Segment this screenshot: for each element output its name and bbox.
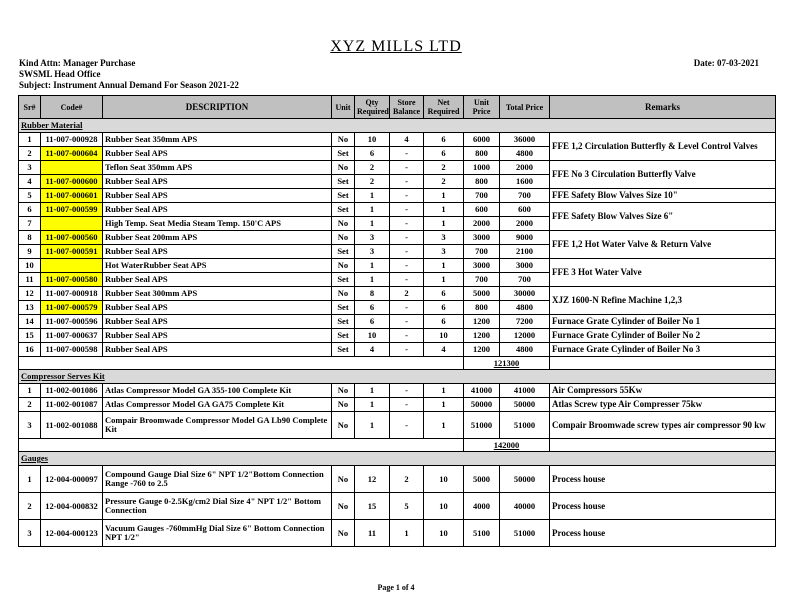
cell-price: 1200 xyxy=(464,343,500,357)
cell-unit: Set xyxy=(332,315,355,329)
office: SWSML Head Office xyxy=(19,69,101,79)
section-row xyxy=(19,452,776,466)
cell-code: 11-007-000600 xyxy=(41,175,103,189)
cell-total: 51000 xyxy=(500,520,550,547)
cell-code xyxy=(41,217,103,231)
cell-price: 600 xyxy=(464,203,500,217)
cell-unit: No xyxy=(332,161,355,175)
column-header: Code# xyxy=(41,96,103,119)
cell-net: 3 xyxy=(424,245,464,259)
cell-remarks: Compair Broomwade screw types air compressor 90 kw xyxy=(550,412,776,439)
column-header: Qty Required xyxy=(355,96,390,119)
cell-total: 600 xyxy=(500,203,550,217)
cell-total: 41000 xyxy=(500,384,550,398)
cell-code: 11-007-000601 xyxy=(41,189,103,203)
cell-net: 1 xyxy=(424,203,464,217)
cell-sr: 9 xyxy=(19,245,41,259)
total-remarks-blank xyxy=(550,357,776,370)
cell-store: - xyxy=(390,398,424,412)
cell-remarks: Furnace Grate Cylinder of Boiler No 3 xyxy=(550,343,776,357)
cell-desc: Rubber Seal APS xyxy=(103,273,332,287)
cell-price: 800 xyxy=(464,147,500,161)
cell-unit: Set xyxy=(332,147,355,161)
cell-desc: Rubber Seal APS xyxy=(103,301,332,315)
total-row xyxy=(19,439,776,452)
section-total: 121300 xyxy=(493,357,520,368)
cell-price: 5000 xyxy=(464,287,500,301)
cell-qty: 1 xyxy=(355,217,390,231)
cell-remarks: FFE No 3 Circulation Butterfly Valve xyxy=(550,161,776,189)
cell-sr: 8 xyxy=(19,231,41,245)
cell-price: 5000 xyxy=(464,466,500,493)
cell-price: 51000 xyxy=(464,412,500,439)
cell-total: 9000 xyxy=(500,231,550,245)
cell-code: 11-007-000560 xyxy=(41,231,103,245)
cell-code: 11-002-001088 xyxy=(41,412,103,439)
cell-store: - xyxy=(390,329,424,343)
cell-code: 11-007-000580 xyxy=(41,273,103,287)
table-row xyxy=(19,493,776,520)
cell-code xyxy=(41,259,103,273)
cell-total: 12000 xyxy=(500,329,550,343)
cell-sr: 10 xyxy=(19,259,41,273)
cell-sr: 2 xyxy=(19,147,41,161)
cell-qty: 6 xyxy=(355,147,390,161)
column-header: Total Price xyxy=(500,96,550,119)
cell-desc: Rubber Seat 300mm APS xyxy=(103,287,332,301)
cell-qty: 8 xyxy=(355,287,390,301)
cell-price: 1000 xyxy=(464,161,500,175)
table-row xyxy=(19,259,776,273)
cell-remarks: Atlas Screw type Air Compresser 75kw xyxy=(550,398,776,412)
cell-remarks: Furnace Grate Cylinder of Boiler No 1 xyxy=(550,315,776,329)
table-row xyxy=(19,161,776,175)
cell-price: 3000 xyxy=(464,231,500,245)
cell-remarks: Process house xyxy=(550,493,776,520)
cell-code: 11-007-000604 xyxy=(41,147,103,161)
cell-price: 2000 xyxy=(464,217,500,231)
section-row xyxy=(19,370,776,384)
column-header: Remarks xyxy=(550,96,776,119)
cell-code: 11-007-000596 xyxy=(41,315,103,329)
cell-total: 50000 xyxy=(500,398,550,412)
table-row xyxy=(19,231,776,245)
cell-desc: Teflon Seat 350mm APS xyxy=(103,161,332,175)
cell-remarks: FFE 1,2 Hot Water Valve & Return Valve xyxy=(550,231,776,259)
cell-remarks: Air Compressors 55Kw xyxy=(550,384,776,398)
cell-sr: 11 xyxy=(19,273,41,287)
cell-unit: No xyxy=(332,259,355,273)
cell-unit: Set xyxy=(332,343,355,357)
cell-sr: 1 xyxy=(19,133,41,147)
cell-store: - xyxy=(390,147,424,161)
cell-price: 700 xyxy=(464,273,500,287)
cell-remarks: Process house xyxy=(550,520,776,547)
column-header: Net Required xyxy=(424,96,464,119)
cell-desc: Rubber Seal APS xyxy=(103,315,332,329)
cell-unit: Set xyxy=(332,203,355,217)
cell-qty: 2 xyxy=(355,175,390,189)
cell-price: 4000 xyxy=(464,493,500,520)
table-row xyxy=(19,384,776,398)
cell-net: 10 xyxy=(424,466,464,493)
table-row xyxy=(19,343,776,357)
cell-total: 1600 xyxy=(500,175,550,189)
table-row xyxy=(19,315,776,329)
cell-price: 800 xyxy=(464,301,500,315)
section-title: Compressor Serves Kit xyxy=(19,370,776,384)
cell-qty: 3 xyxy=(355,245,390,259)
total-row xyxy=(19,357,776,370)
cell-qty: 2 xyxy=(355,161,390,175)
cell-net: 1 xyxy=(424,384,464,398)
cell-store: - xyxy=(390,203,424,217)
cell-unit: No xyxy=(332,133,355,147)
cell-net: 1 xyxy=(424,273,464,287)
cell-qty: 1 xyxy=(355,203,390,217)
cell-net: 6 xyxy=(424,133,464,147)
cell-desc: Rubber Seat 350mm APS xyxy=(103,133,332,147)
page-number: Page 1 of 4 xyxy=(377,583,415,592)
cell-qty: 4 xyxy=(355,343,390,357)
total-blank xyxy=(19,439,464,452)
kind-attn: Kind Attn: Manager Purchase xyxy=(19,58,136,68)
cell-code: 11-007-000918 xyxy=(41,287,103,301)
cell-desc: Pressure Gauge 0-2.5Kg/cm2 Dial Size 4" NPT 1/2" Bottom Connection xyxy=(103,493,332,520)
cell-store: 2 xyxy=(390,466,424,493)
table-row xyxy=(19,412,776,439)
cell-unit: Set xyxy=(332,189,355,203)
section-total-cell xyxy=(464,357,550,370)
cell-desc: Rubber Seal APS xyxy=(103,203,332,217)
cell-net: 10 xyxy=(424,520,464,547)
column-header: Store Balance xyxy=(390,96,424,119)
cell-code: 11-002-001087 xyxy=(41,398,103,412)
cell-code: 12-004-000097 xyxy=(41,466,103,493)
cell-price: 700 xyxy=(464,245,500,259)
cell-unit: Set xyxy=(332,273,355,287)
cell-unit: Set xyxy=(332,301,355,315)
cell-store: 4 xyxy=(390,133,424,147)
cell-price: 700 xyxy=(464,189,500,203)
cell-desc: Rubber Seal APS xyxy=(103,175,332,189)
cell-sr: 16 xyxy=(19,343,41,357)
cell-total: 51000 xyxy=(500,412,550,439)
date: Date: 07-03-2021 xyxy=(693,58,759,68)
cell-net: 2 xyxy=(424,161,464,175)
cell-sr: 7 xyxy=(19,217,41,231)
cell-code: 11-007-000598 xyxy=(41,343,103,357)
cell-remarks: FFE 3 Hot Water Valve xyxy=(550,259,776,287)
cell-desc: Atlas Compressor Model GA GA75 Complete Kit xyxy=(103,398,332,412)
table-row xyxy=(19,133,776,147)
cell-qty: 10 xyxy=(355,329,390,343)
demand-table xyxy=(18,95,776,547)
cell-net: 6 xyxy=(424,147,464,161)
cell-price: 41000 xyxy=(464,384,500,398)
cell-code: 12-004-000123 xyxy=(41,520,103,547)
table-row xyxy=(19,287,776,301)
cell-code: 11-007-000637 xyxy=(41,329,103,343)
cell-desc: Vacuum Gauges -760mmHg Dial Size 6" Bottom Connection NPT 1/2" xyxy=(103,520,332,547)
cell-net: 2 xyxy=(424,175,464,189)
cell-qty: 6 xyxy=(355,315,390,329)
cell-code: 11-002-001086 xyxy=(41,384,103,398)
cell-sr: 2 xyxy=(19,398,41,412)
cell-net: 3 xyxy=(424,231,464,245)
cell-total: 700 xyxy=(500,273,550,287)
cell-remarks: Furnace Grate Cylinder of Boiler No 2 xyxy=(550,329,776,343)
cell-price: 1200 xyxy=(464,329,500,343)
cell-qty: 1 xyxy=(355,273,390,287)
cell-store: - xyxy=(390,273,424,287)
cell-unit: No xyxy=(332,231,355,245)
cell-code: 11-007-000591 xyxy=(41,245,103,259)
column-header: Sr# xyxy=(19,96,41,119)
table-row xyxy=(19,203,776,217)
cell-unit: No xyxy=(332,217,355,231)
cell-total: 2000 xyxy=(500,161,550,175)
cell-store: - xyxy=(390,315,424,329)
cell-qty: 1 xyxy=(355,398,390,412)
total-blank xyxy=(19,357,464,370)
cell-unit: No xyxy=(332,398,355,412)
table-row xyxy=(19,520,776,547)
cell-store: - xyxy=(390,245,424,259)
cell-price: 1200 xyxy=(464,315,500,329)
total-remarks-blank xyxy=(550,439,776,452)
company-title: XYZ MILLS LTD xyxy=(330,38,462,55)
cell-net: 4 xyxy=(424,343,464,357)
cell-remarks: Process house xyxy=(550,466,776,493)
cell-qty: 15 xyxy=(355,493,390,520)
cell-qty: 11 xyxy=(355,520,390,547)
table-row xyxy=(19,329,776,343)
cell-total: 4800 xyxy=(500,301,550,315)
cell-net: 1 xyxy=(424,259,464,273)
cell-sr: 3 xyxy=(19,161,41,175)
cell-price: 6000 xyxy=(464,133,500,147)
table-row xyxy=(19,466,776,493)
cell-sr: 1 xyxy=(19,384,41,398)
cell-code: 11-007-000579 xyxy=(41,301,103,315)
column-header: Unit xyxy=(332,96,355,119)
cell-qty: 1 xyxy=(355,384,390,398)
cell-desc: Rubber Seal APS xyxy=(103,329,332,343)
cell-net: 10 xyxy=(424,329,464,343)
cell-total: 40000 xyxy=(500,493,550,520)
cell-code: 12-004-000832 xyxy=(41,493,103,520)
cell-remarks: XJZ 1600-N Refine Machine 1,2,3 xyxy=(550,287,776,315)
cell-net: 6 xyxy=(424,301,464,315)
cell-desc: Atlas Compressor Model GA 355-100 Complete Kit xyxy=(103,384,332,398)
cell-desc: Compair Broomwade Compressor Model GA Lb90 Complete Kit xyxy=(103,412,332,439)
cell-desc: Compound Gauge Dial Size 6" NPT 1/2"Bottom Connection Range -760 to 2.5 xyxy=(103,466,332,493)
cell-sr: 13 xyxy=(19,301,41,315)
cell-price: 5100 xyxy=(464,520,500,547)
cell-store: 1 xyxy=(390,520,424,547)
cell-price: 50000 xyxy=(464,398,500,412)
cell-code: 11-007-000599 xyxy=(41,203,103,217)
cell-price: 800 xyxy=(464,175,500,189)
cell-qty: 12 xyxy=(355,466,390,493)
table-row xyxy=(19,189,776,203)
cell-store: - xyxy=(390,161,424,175)
cell-total: 700 xyxy=(500,189,550,203)
cell-net: 10 xyxy=(424,493,464,520)
cell-qty: 1 xyxy=(355,189,390,203)
cell-desc: High Temp. Seat Media Steam Temp. 150'C APS xyxy=(103,217,332,231)
cell-net: 1 xyxy=(424,189,464,203)
cell-store: - xyxy=(390,231,424,245)
cell-code: 11-007-000928 xyxy=(41,133,103,147)
section-title: Gauges xyxy=(19,452,776,466)
cell-store: - xyxy=(390,217,424,231)
cell-store: - xyxy=(390,175,424,189)
section-total-cell xyxy=(464,439,550,452)
cell-sr: 3 xyxy=(19,412,41,439)
cell-sr: 1 xyxy=(19,466,41,493)
cell-total: 3000 xyxy=(500,259,550,273)
cell-unit: No xyxy=(332,520,355,547)
cell-total: 50000 xyxy=(500,466,550,493)
cell-unit: No xyxy=(332,287,355,301)
cell-unit: Set xyxy=(332,329,355,343)
cell-sr: 4 xyxy=(19,175,41,189)
cell-remarks: FFE 1,2 Circulation Butterfly & Level Control Valves xyxy=(550,133,776,161)
column-header: Unit Price xyxy=(464,96,500,119)
cell-sr: 3 xyxy=(19,520,41,547)
cell-total: 30000 xyxy=(500,287,550,301)
cell-unit: Set xyxy=(332,175,355,189)
cell-net: 1 xyxy=(424,412,464,439)
cell-sr: 6 xyxy=(19,203,41,217)
cell-qty: 10 xyxy=(355,133,390,147)
cell-remarks: FFE Safety Blow Valves Size 6" xyxy=(550,203,776,231)
cell-unit: No xyxy=(332,412,355,439)
cell-qty: 1 xyxy=(355,259,390,273)
cell-desc: Rubber Seal APS xyxy=(103,147,332,161)
cell-desc: Rubber Seal APS xyxy=(103,189,332,203)
cell-store: 5 xyxy=(390,493,424,520)
cell-net: 1 xyxy=(424,217,464,231)
cell-desc: Rubber Seal APS xyxy=(103,245,332,259)
cell-store: - xyxy=(390,412,424,439)
cell-desc: Rubber Seat 200mm APS xyxy=(103,231,332,245)
subject: Subject: Instrument Annual Demand For Season 2021-22 xyxy=(19,80,239,90)
cell-sr: 14 xyxy=(19,315,41,329)
section-title: Rubber Material xyxy=(19,119,776,133)
cell-total: 7200 xyxy=(500,315,550,329)
cell-net: 6 xyxy=(424,315,464,329)
section-total: 142000 xyxy=(493,439,520,450)
cell-store: - xyxy=(390,343,424,357)
cell-sr: 2 xyxy=(19,493,41,520)
cell-total: 4800 xyxy=(500,147,550,161)
cell-total: 4800 xyxy=(500,343,550,357)
cell-code xyxy=(41,161,103,175)
cell-unit: No xyxy=(332,466,355,493)
cell-store: - xyxy=(390,189,424,203)
cell-store: - xyxy=(390,301,424,315)
cell-desc: Hot WaterRubber Seat APS xyxy=(103,259,332,273)
cell-qty: 1 xyxy=(355,412,390,439)
cell-sr: 15 xyxy=(19,329,41,343)
cell-qty: 6 xyxy=(355,301,390,315)
cell-store: - xyxy=(390,384,424,398)
cell-sr: 12 xyxy=(19,287,41,301)
cell-qty: 3 xyxy=(355,231,390,245)
cell-remarks: FFE Safety Blow Valves Size 10" xyxy=(550,189,776,203)
cell-store: 2 xyxy=(390,287,424,301)
cell-unit: No xyxy=(332,493,355,520)
cell-desc: Rubber Seal APS xyxy=(103,343,332,357)
table-row xyxy=(19,398,776,412)
cell-total: 36000 xyxy=(500,133,550,147)
column-header: DESCRIPTION xyxy=(103,96,332,119)
cell-unit: No xyxy=(332,384,355,398)
cell-sr: 5 xyxy=(19,189,41,203)
cell-net: 6 xyxy=(424,287,464,301)
cell-total: 2000 xyxy=(500,217,550,231)
section-row xyxy=(19,119,776,133)
cell-net: 1 xyxy=(424,398,464,412)
cell-unit: Set xyxy=(332,245,355,259)
cell-price: 3000 xyxy=(464,259,500,273)
cell-store: - xyxy=(390,259,424,273)
cell-total: 2100 xyxy=(500,245,550,259)
